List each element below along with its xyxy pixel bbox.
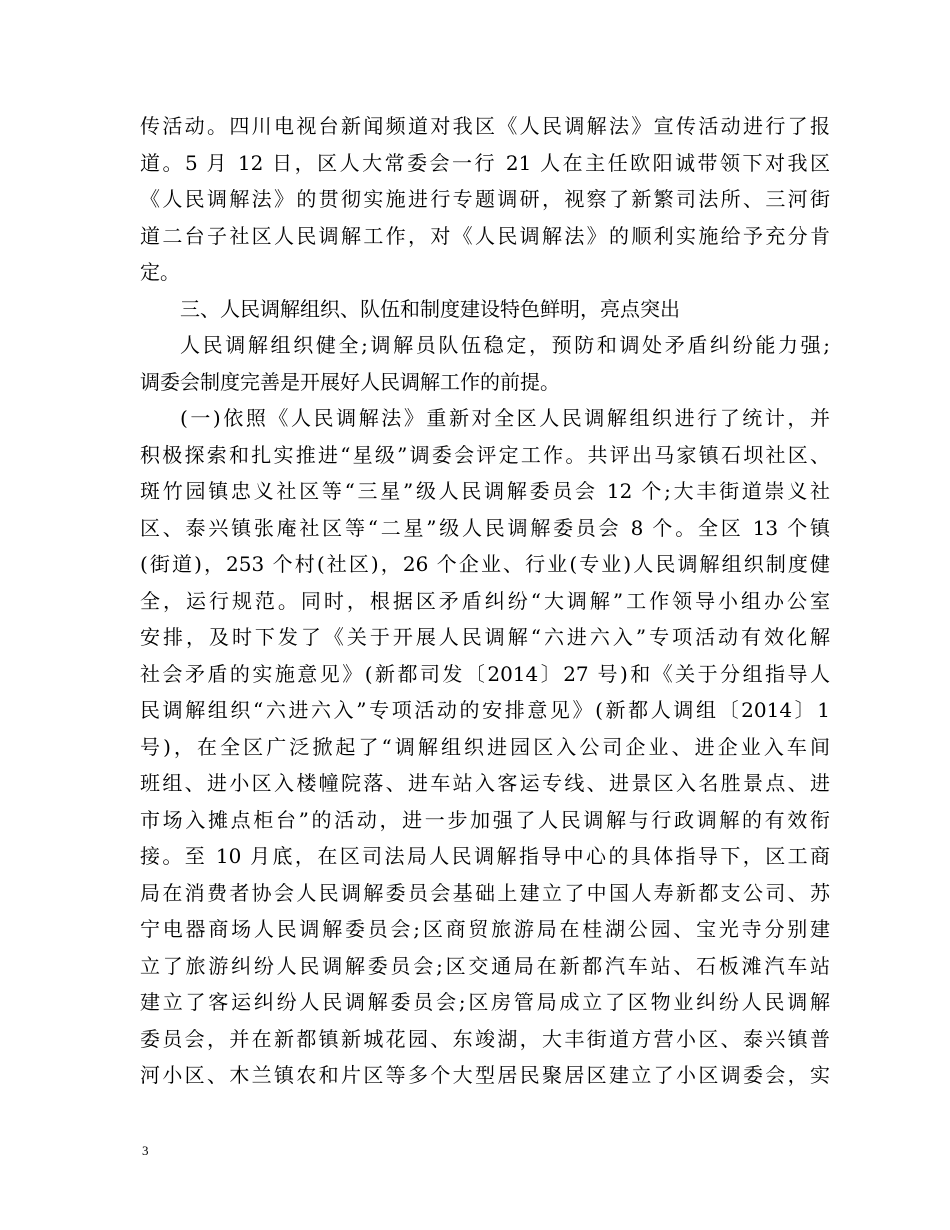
text-line: 三、人民调解组织、队伍和制度建设特色鲜明，亮点突出 bbox=[180, 296, 680, 321]
text-line: 市场入摊点柜台”的活动，进一步加强了人民调解与行政调解的有效衔 bbox=[140, 807, 830, 832]
text-line: 宁电器商场人民调解委员会;区商贸旅游局在桂湖公园、宝光寺分别建 bbox=[140, 917, 830, 941]
text-line: 民调解组织“六进六入”专项活动的安排意见》(新都人调组〔2014〕1 bbox=[140, 698, 830, 722]
text-line: 河小区、木兰镇农和片区等多个大型居民聚居区建立了小区调委会，实 bbox=[140, 1063, 830, 1087]
text-line: 积极探索和扎实推进“星级”调委会评定工作。共评出马家镇石坝社区、 bbox=[140, 442, 830, 467]
text-line: 定。 bbox=[140, 260, 180, 284]
text-line: 局在消费者协会人民调解委员会基础上建立了中国人寿新都支公司、苏 bbox=[140, 880, 830, 905]
text-line: 接。至 10 月底，在区司法局人民调解指导中心的具体指导下，区工商 bbox=[140, 844, 830, 868]
text-line: (街道)，253 个村(社区)，26 个企业、行业(专业)人民调解组织制度健 bbox=[140, 552, 830, 576]
text-line: 《人民调解法》的贯彻实施进行专题调研，视察了新繁司法所、三河街 bbox=[140, 187, 830, 211]
document-body bbox=[140, 108, 830, 1094]
text-line: 立了旅游纠纷人民调解委员会;区交通局在新都汽车站、石板滩汽车站 bbox=[140, 953, 830, 978]
text-line: 号)，在全区广泛掀起了“调解组织进园区入公司企业、进企业入车间 bbox=[140, 734, 830, 759]
text-line: 区、泰兴镇张庵社区等“二星”级人民调解委员会 8 个。全区 13 个镇 bbox=[140, 515, 830, 540]
text-line: (一)依照《人民调解法》重新对全区人民调解组织进行了统计，并 bbox=[180, 406, 830, 430]
text-line: 委员会，并在新都镇新城花园、东竣湖，大丰街道方营小区、泰兴镇普 bbox=[140, 1026, 830, 1051]
text-line: 建立了客运纠纷人民调解委员会;区房管局成立了区物业纠纷人民调解 bbox=[140, 990, 830, 1014]
page-number: 3 bbox=[142, 1143, 149, 1158]
text-line: 传活动。四川电视台新闻频道对我区《人民调解法》宣传活动进行了报 bbox=[140, 114, 830, 138]
text-line: 道二台子社区人民调解工作，对《人民调解法》的顺利实施给予充分肯 bbox=[140, 223, 830, 248]
text-line: 安排，及时下发了《关于开展人民调解“六进六入”专项活动有效化解 bbox=[140, 625, 830, 649]
text-line: 班组、进小区入楼幢院落、进车站入客运专线、进景区入名胜景点、进 bbox=[140, 771, 830, 795]
text-line: 社会矛盾的实施意见》(新都司发〔2014〕27 号)和《关于分组指导人 bbox=[140, 661, 830, 686]
text-line: 全，运行规范。同时，根据区矛盾纠纷“大调解”工作领导小组办公室 bbox=[140, 588, 830, 613]
text-line: 道。5 月 12 日，区人大常委会一行 21 人在主任欧阳诚带领下对我区 bbox=[140, 150, 830, 175]
text-line: 人民调解组织健全;调解员队伍稳定，预防和调处矛盾纠纷能力强; bbox=[180, 333, 830, 357]
text-line: 斑竹园镇忠义社区等“三星”级人民调解委员会 12 个;大丰街道崇义社 bbox=[140, 479, 830, 503]
text-line: 调委会制度完善是开展好人民调解工作的前提。 bbox=[140, 369, 560, 394]
